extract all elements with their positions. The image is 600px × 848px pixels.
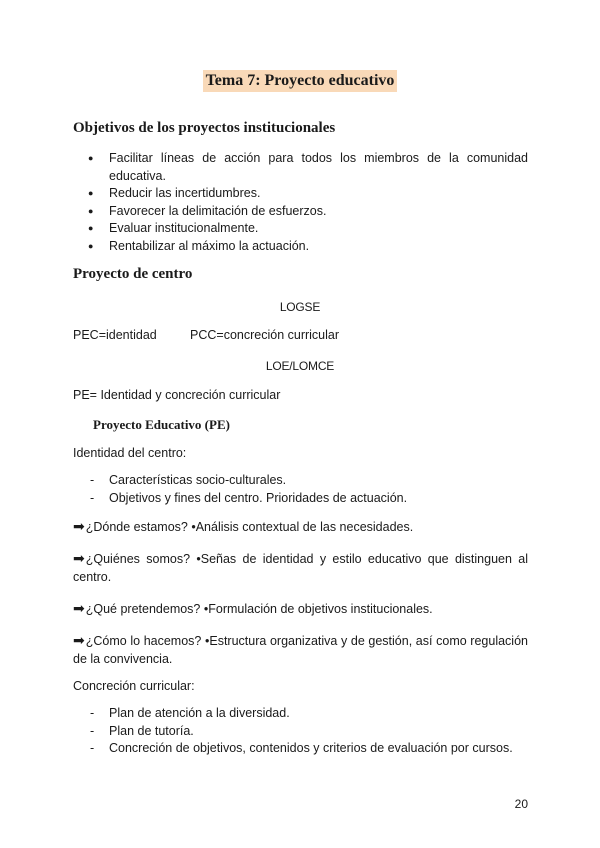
logse-label: LOGSE bbox=[279, 300, 321, 314]
question-text: ¿Dónde estamos? •Análisis contextual de las necesidades. bbox=[85, 520, 414, 534]
identidad-list bbox=[88, 472, 528, 507]
list-item: ● Evaluar institucionalmente. bbox=[88, 220, 528, 238]
list-item: - Concreción de objetivos, contenidos y criterios de evaluación por cursos. bbox=[88, 740, 528, 758]
section-heading-objetivos: Objetivos de los proyectos institucionales bbox=[73, 120, 336, 136]
loe-lomce-label: LOE/LOMCE bbox=[265, 359, 335, 373]
identidad-label: Identidad del centro: bbox=[73, 446, 187, 460]
question-paragraph bbox=[73, 550, 528, 586]
list-item: - Plan de tutoría. bbox=[88, 723, 528, 741]
question-text: ¿Qué pretendemos? •Formulación de objetivos institucionales. bbox=[85, 602, 433, 616]
concrecion-label: Concreción curricular: bbox=[73, 679, 195, 693]
arrow-right-icon: ➡ bbox=[73, 600, 85, 616]
question-paragraph bbox=[73, 632, 528, 668]
question-paragraph bbox=[73, 600, 528, 619]
title-container bbox=[0, 70, 600, 92]
page-number: 20 bbox=[514, 797, 528, 811]
list-item: ● Reducir las incertidumbres. bbox=[88, 185, 528, 203]
list-item: ● Favorecer la delimitación de esfuerzos. bbox=[88, 203, 528, 221]
question-text: ¿Cómo lo hacemos? •Estructura organizativa y de gestión, así como regulación de la convivencia. bbox=[73, 634, 528, 666]
section-heading-proyecto-centro: Proyecto de centro bbox=[73, 266, 193, 282]
subheading-proyecto-educativo: Proyecto Educativo (PE) bbox=[93, 417, 230, 432]
list-item: ● Rentabilizar al máximo la actuación. bbox=[88, 238, 528, 256]
pe-line: PE= Identidad y concreción curricular bbox=[73, 388, 281, 402]
arrow-right-icon: ➡ bbox=[73, 550, 85, 566]
page-title: Tema 7: Proyecto educativo bbox=[203, 70, 398, 92]
list-item: - Plan de atención a la diversidad. bbox=[88, 705, 528, 723]
pec-text: PEC=identidad bbox=[73, 328, 157, 342]
list-item: ● Facilitar líneas de acción para todos los miembros de la comunidad educativa. bbox=[88, 150, 528, 185]
question-text: ¿Quiénes somos? •Señas de identidad y estilo educativo que distinguen al centro. bbox=[73, 552, 528, 584]
concrecion-list bbox=[88, 705, 528, 758]
list-item: - Objetivos y fines del centro. Prioridades de actuación. bbox=[88, 490, 528, 508]
pcc-text: PCC=concreción curricular bbox=[190, 328, 340, 342]
arrow-right-icon: ➡ bbox=[73, 518, 85, 534]
list-item: - Características socio-culturales. bbox=[88, 472, 528, 490]
objetivos-list bbox=[88, 150, 528, 255]
arrow-right-icon: ➡ bbox=[73, 632, 85, 648]
question-paragraph bbox=[73, 518, 528, 537]
